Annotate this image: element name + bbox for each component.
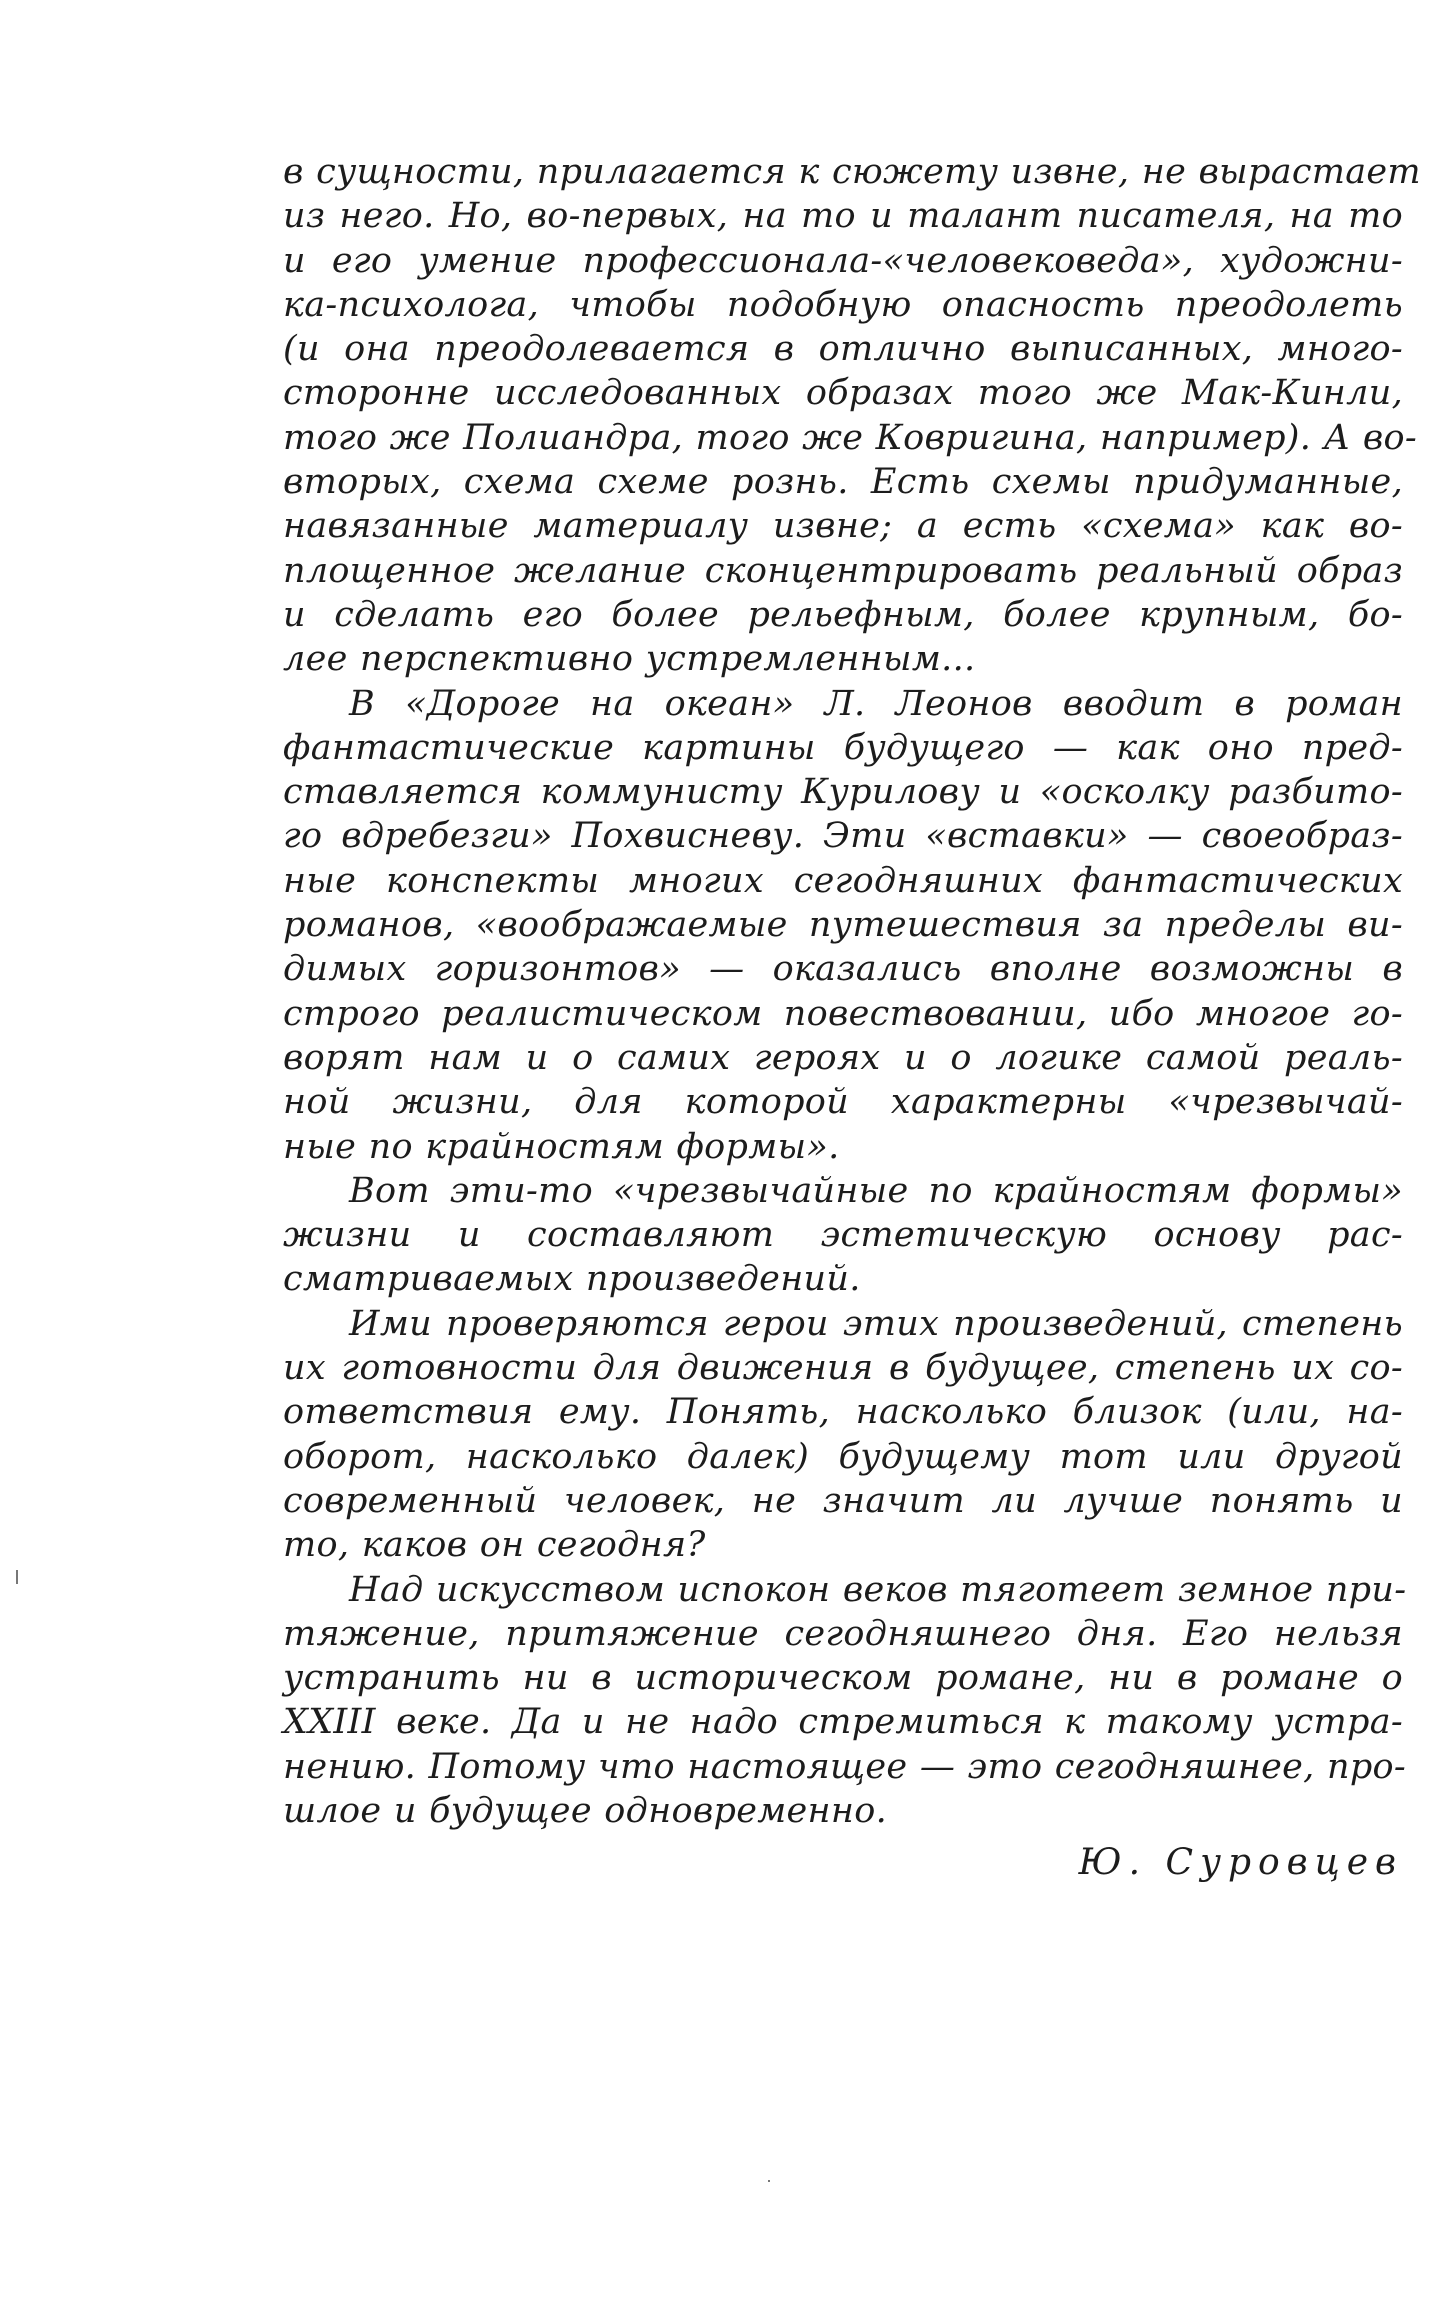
page-speck (768, 2180, 770, 2182)
paragraph (283, 682, 1403, 1169)
text-line: шлое и будущее одновременно. (283, 1790, 888, 1831)
text-line: ответствия ему. Понять, насколько близок (или, на- (283, 1392, 1403, 1433)
text-line: ставляется коммунисту Курилову и «осколку разбито- (283, 772, 1403, 813)
text-line: Вот эти-то «чрезвычайные по крайностям формы» (349, 1170, 1403, 1211)
text-line: строго реалистическом повествовании, ибо многое го- (283, 993, 1403, 1034)
text-line: то, каков он сегодня? (283, 1525, 706, 1566)
text-line: димых горизонтов» — оказались вполне возможны в (283, 949, 1403, 990)
text-line: жизни и составляют эстетическую основу рас- (283, 1215, 1403, 1256)
text-line: современный человек, не значит ли лучше понять и (283, 1480, 1403, 1521)
text-line: площенное желание сконцентрировать реальный образ (283, 550, 1403, 591)
text-line: оборот, насколько далек) будущему тот или другой (283, 1436, 1403, 1477)
text-line: ной жизни, для которой характерны «чрезвычай- (283, 1082, 1403, 1123)
text-line: и сделать его более рельефным, более крупным, бо- (283, 594, 1403, 635)
page-speck (16, 1570, 18, 1584)
text-line: фантастические картины будущего — как оно пред- (283, 727, 1403, 768)
text-line: ка-психолога, чтобы подобную опасность преодолеть (283, 284, 1403, 325)
text-line: ворят нам и о самих героях и о логике самой реаль- (283, 1037, 1403, 1078)
text-line: нению. Потому что настоящее — это сегодняшнее, про- (283, 1746, 1407, 1787)
text-line: навязанные материалу извне; а есть «схема» как во- (283, 506, 1403, 547)
author-signature: Ю. Суровцев (1078, 1842, 1403, 1884)
text-line: того же Полиандра, того же Ковригина, например). А во- (283, 417, 1418, 458)
text-line: ные конспекты многих сегодняшних фантастических (283, 860, 1403, 901)
text-line: и его умение профессионала-«человековеда», художни- (283, 240, 1403, 281)
text-line: тяжение, притяжение сегодняшнего дня. Его нельзя (283, 1613, 1403, 1654)
text-line: вторых, схема схеме рознь. Есть схемы придуманные, (283, 462, 1403, 503)
paragraph (283, 1169, 1403, 1302)
text-line: устранить ни в историческом романе, ни в романе о (283, 1658, 1403, 1699)
text-line: го вдребезги» Похвисневу. Эти «вставки» — своеобраз- (283, 816, 1403, 857)
text-line: сматриваемых произведений. (283, 1259, 861, 1300)
paragraph (283, 1302, 1403, 1568)
paragraph (283, 1568, 1407, 1834)
text-line: (и она преодолевается в отлично выписанных, много- (283, 329, 1403, 370)
text-line: романов, «воображаемые путешествия за пределы ви- (283, 905, 1403, 946)
text-line: в сущности, прилагается к сюжету извне, не вырастает (283, 152, 1421, 192)
text-line: ные по крайностям формы». (283, 1126, 840, 1167)
text-line: В «Дороге на океан» Л. Леонов вводит в роман (349, 683, 1403, 724)
text-line: сторонне исследованных образах того же Мак-Кинли, (283, 373, 1403, 414)
text-line: XXIII веке. Да и не надо стремиться к такому устра- (283, 1702, 1403, 1743)
text-line: из него. Но, во-первых, на то и талант писателя, на то (283, 196, 1403, 237)
text-line: Над искусством испокон веков тяготеет земное при- (349, 1569, 1407, 1610)
text-line: Ими проверяются герои этих произведений, степень (349, 1303, 1403, 1344)
page-text (283, 150, 1421, 1885)
text-line: лее перспективно устремленным... (283, 639, 976, 680)
text-line: их готовности для движения в будущее, степень их со- (283, 1348, 1403, 1389)
paragraph (283, 150, 1421, 682)
